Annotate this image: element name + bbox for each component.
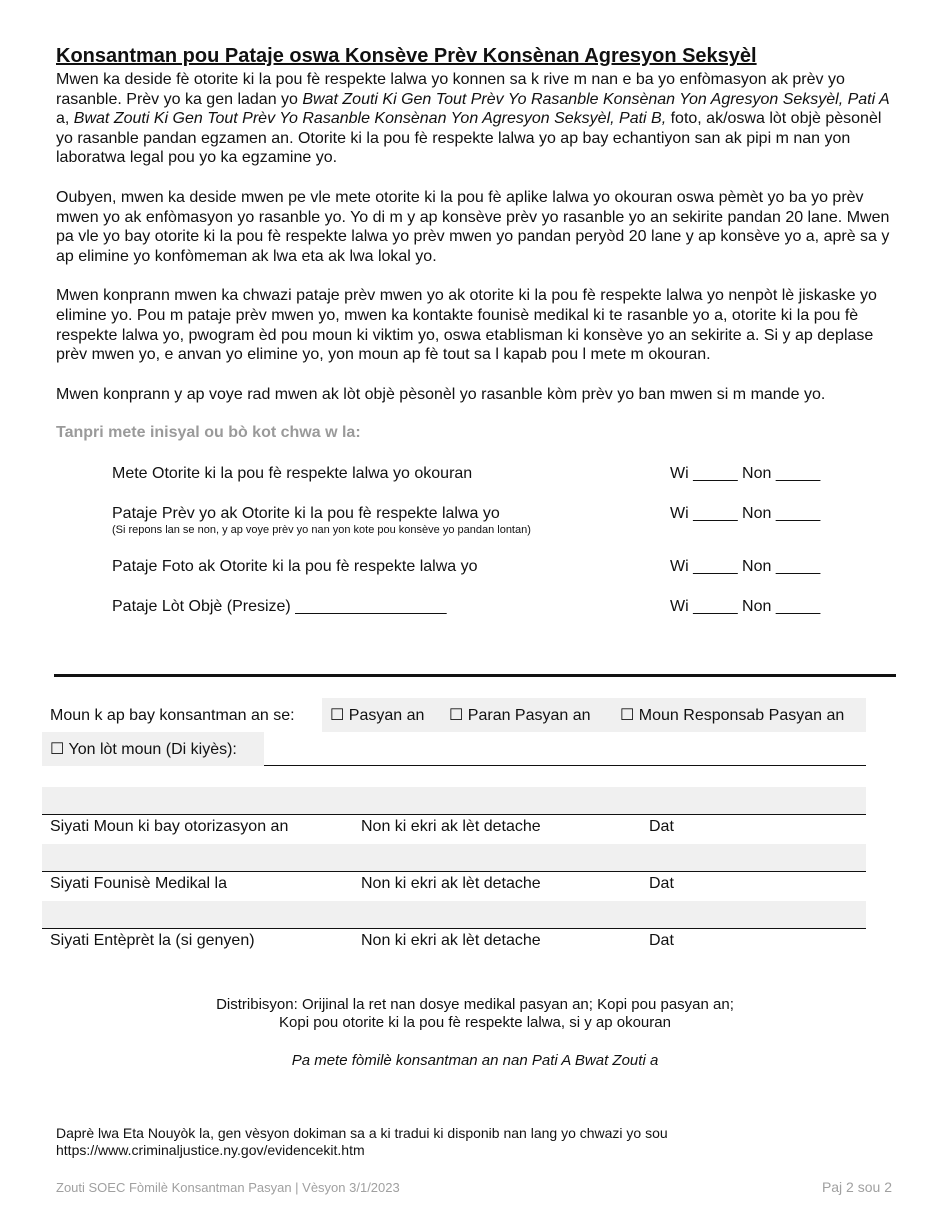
paragraph-clothing: Mwen konprann y ap voye rad mwen ak lòt objè pèsonèl yo rasanble kòm prèv yo ban mwen si m mande yo. [56, 385, 826, 403]
translation-note [56, 1125, 668, 1159]
date-label: Dat [649, 818, 674, 835]
signature-field[interactable] [42, 901, 866, 928]
printed-name-label: Non ki ekri ak lèt detache [361, 875, 541, 892]
signature-row-interpreter [42, 928, 866, 958]
footer-page-number: Paj 2 sou 2 [821, 1179, 892, 1195]
consent-giver-row [42, 698, 866, 732]
signature-block [42, 787, 866, 958]
checkbox-patient-guardian[interactable]: ☐ Moun Responsab Pasyan an [620, 707, 845, 724]
document-body [56, 44, 896, 637]
checkbox-patient[interactable]: ☐ Pasyan an [330, 707, 425, 724]
paragraph-evidence-sharing [56, 70, 896, 168]
option-subnote: (Si repons lan se non, y ap voye prèv yo nan yon kote pou konsève yo pandan lontan) [112, 524, 531, 537]
option-share-evidence [56, 504, 896, 557]
distribution-line-2: Kopi pou otorite ki la pou fè respekte lalwa, si y ap okouran [279, 1014, 671, 1031]
printed-name-label: Non ki ekri ak lèt detache [361, 818, 541, 835]
paragraph-release: Mwen konprann mwen ka chwazi pataje prèv mwen yo ak otorite ki la pou fè respekte lalwa yo nenpòt lè jiskaske yo elimine yo. Pou m pataje prèv mwen yo, mwen ka kontakte founisè medikal ki te rasanble yo a, otorite ki la pou fè respekte lalwa yo, pwogram èd pou moun ki viktim yo, oswa etablisman ki konsève yo an sekirite a. Si y ap deplase prèv mwen yo, e anvan yo elimine yo, yon moun ap fè tout sa l kapab pou l mete m okouran. [56, 287, 877, 364]
signature-label: Siyati Entèprèt la (si genyen) [50, 932, 255, 949]
yes-no-initials-field[interactable]: Wi _____ Non _____ [670, 598, 821, 616]
translation-note-text: Daprè lwa Eta Nouyòk la, gen vèsyon dokiman sa a ki tradui ki disponib nan lang yo chwazi yo sou [56, 1125, 668, 1141]
consent-other-row [42, 732, 866, 766]
paragraph1-kit-part-b: Bwat Zouti Ki Gen Tout Prèv Yo Rasanble Konsènan Yon Agresyon Seksyèl, Pati B, [73, 110, 667, 128]
other-person-underline [264, 765, 866, 766]
option-share-photos [56, 557, 896, 597]
option-label: Pataje Prèv yo ak Otorite ki la pou fè respekte lalwa yo [112, 505, 500, 523]
paragraph1-text-c: foto, ak/oswa lòt objè pèsonèl yo rasanble pandan egzamen an. Otorite ki la pou fè respekte lalwa yo ap bay echantiyon san ak pipi m nan yon laboratwa legal pou yo ka egzamine yo. [56, 110, 882, 167]
signature-label: Siyati Founisè Medikal la [50, 875, 227, 892]
translation-url[interactable]: https://www.criminaljustice.ny.gov/evidencekit.htm [56, 1142, 365, 1158]
printed-name-label: Non ki ekri ak lèt detache [361, 932, 541, 949]
yes-no-initials-field[interactable]: Wi _____ Non _____ [670, 505, 821, 523]
other-person-field[interactable] [264, 732, 866, 765]
option-share-other-items [56, 597, 896, 637]
date-label: Dat [649, 932, 674, 949]
initials-instruction: Tanpri mete inisyal ou bò kot chwa w la: [56, 424, 361, 442]
signature-row-provider [42, 871, 866, 901]
consent-giver-label: Moun k ap bay konsantman an se: [50, 707, 295, 724]
signature-field[interactable] [42, 844, 866, 871]
yes-no-initials-field[interactable]: Wi _____ Non _____ [670, 558, 821, 576]
section-divider [54, 674, 896, 677]
signature-field[interactable] [42, 787, 866, 814]
signature-row-authorizer [42, 814, 866, 844]
option-label[interactable]: Pataje Lòt Objè (Presize) _________________ [112, 598, 447, 616]
yes-no-initials-field[interactable]: Wi _____ Non _____ [670, 465, 821, 483]
paragraph-storage: Oubyen, mwen ka deside mwen pe vle mete otorite ki la pou fè aplike lalwa yo okouran oswa pèmèt yo ba yo prèv mwen yo ak enfòmasyon yo rasanble yo. Yo di m y ap konsève prèv yo rasanble yo an sekirite pandan 20 lane. Mwen pa vle yo bay otorite ki la pou fè respekte lalwa yo prèv mwen yo pandan peryòd 20 lane y ap konsève yo a, aprè sa y ap elimine yo konfòmeman ak lwa eta ak lwa lokal yo. [56, 188, 890, 265]
option-notify-law-enforcement [56, 464, 896, 504]
option-label: Mete Otorite ki la pou fè respekte lalwa yo okouran [112, 465, 473, 483]
paragraph1-text-b: a, [56, 110, 74, 128]
page-title: Konsantman pou Pataje oswa Konsève Prèv Konsènan Agresyon Seksyèl [56, 45, 757, 67]
paragraph1-kit-part-a: Bwat Zouti Ki Gen Tout Prèv Yo Rasanble Konsènan Yon Agresyon Seksyèl, Pati A [302, 90, 890, 108]
option-label: Pataje Foto ak Otorite ki la pou fè respekte lalwa yo [112, 558, 478, 576]
paragraph1-text-a: Mwen ka deside fè otorite ki la pou fè respekte lalwa yo konnen sa k rive m nan e ba yo enfòmasyon ak prèv yo rasanble. Prèv yo ka gen ladan yo [56, 71, 845, 108]
distribution-note: Pa mete fòmilè konsantman an nan Pati A Bwat Zouti a [291, 1052, 659, 1069]
distribution-line-1: Distribisyon: Orijinal la ret nan dosye medikal pasyan an; Kopi pou pasyan an; [216, 996, 734, 1013]
date-label: Dat [649, 875, 674, 892]
footer-version: Zouti SOEC Fòmilè Konsantman Pasyan | Vèsyon 3/1/2023 [56, 1180, 400, 1195]
signature-label: Siyati Moun ki bay otorizasyon an [50, 818, 289, 835]
checkbox-other-person[interactable]: ☐ Yon lòt moun (Di kiyès): [50, 741, 237, 758]
checkbox-patient-parent[interactable]: ☐ Paran Pasyan an [449, 707, 591, 724]
